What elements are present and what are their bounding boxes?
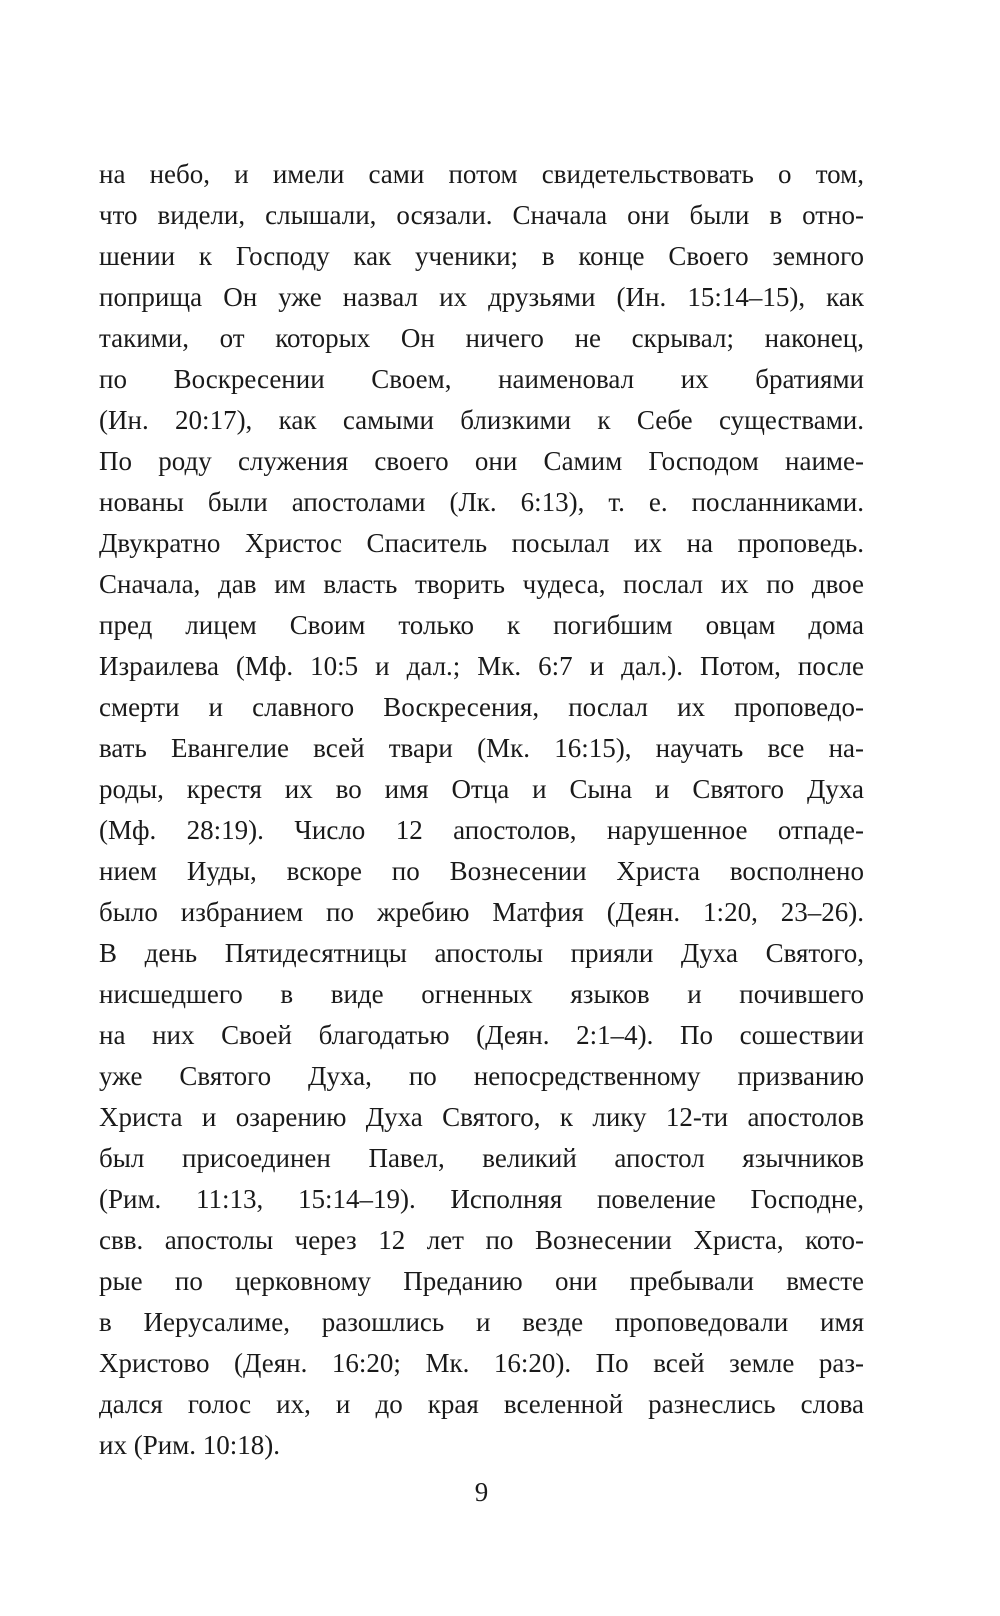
text-line: на небо, и имели сами потом свидетельствовать о том, [99,159,864,189]
text-line: пред лицем Своим только к погибшим овцам дома [99,610,864,640]
text-line: Израилева (Мф. 10:5 и дал.; Мк. 6:7 и дал.). Потом, после [99,651,864,681]
text-line: шении к Господу как ученики; в конце Своего земного [99,241,864,271]
text-line: было избранием по жребию Матфия (Деян. 1:20, 23–26). [99,897,864,927]
text-line: нисшедшего в виде огненных языков и почившего [99,979,864,1009]
text-line: (Рим. 11:13, 15:14–19). Исполняя повеление Господне, [99,1184,864,1214]
text-line: по Воскресении Своем, наименовал их братиями [99,364,864,394]
text-line: дался голос их, и до края вселенной разнеслись слова [99,1389,864,1419]
text-line: был присоединен Павел, великий апостол язычников [99,1143,864,1173]
text-line: (Ин. 20:17), как самыми близкими к Себе существами. [99,405,864,435]
text-line: свв. апостолы через 12 лет по Вознесении Христа, кото- [99,1225,864,1255]
text-line: По роду служения своего они Самим Господом наиме- [99,446,864,476]
text-line: что видели, слышали, осязали. Сначала они были в отно- [99,200,864,230]
text-line: уже Святого Духа, по непосредственному призванию [99,1061,864,1091]
text-line: роды, крестя их во имя Отца и Сына и Святого Духа [99,774,864,804]
text-line: (Мф. 28:19). Число 12 апостолов, нарушенное отпаде- [99,815,864,845]
text-line: В день Пятидесятницы апостолы прияли Духа Святого, [99,938,864,968]
body-text [99,154,864,1466]
text-line: Двукратно Христос Спаситель посылал их на проповедь. [99,528,864,558]
text-line: вать Евангелие всей твари (Мк. 16:15), научать все на- [99,733,864,763]
text-line: их (Рим. 10:18). [99,1430,280,1460]
text-line: смерти и славного Воскресения, послал их проповедо- [99,692,864,722]
text-line: такими, от которых Он ничего не скрывал; наконец, [99,323,864,353]
text-line: в Иерусалиме, разошлись и везде проповедовали имя [99,1307,864,1337]
text-line: нованы были апостолами (Лк. 6:13), т. е. посланниками. [99,487,864,517]
text-line: Христа и озарению Духа Святого, к лику 12-ти апостолов [99,1102,864,1132]
text-line: Христово (Деян. 16:20; Мк. 16:20). По всей земле раз- [99,1348,864,1378]
text-line: Сначала, дав им власть творить чудеса, послал их по двое [99,569,864,599]
text-line: на них Своей благодатью (Деян. 2:1–4). По сошествии [99,1020,864,1050]
page-number: 9 [474,1477,489,1507]
text-line: поприща Он уже назвал их друзьями (Ин. 15:14–15), как [99,282,864,312]
text-line: рые по церковному Преданию они пребывали вместе [99,1266,864,1296]
text-line: нием Иуды, вскоре по Вознесении Христа восполнено [99,856,864,886]
